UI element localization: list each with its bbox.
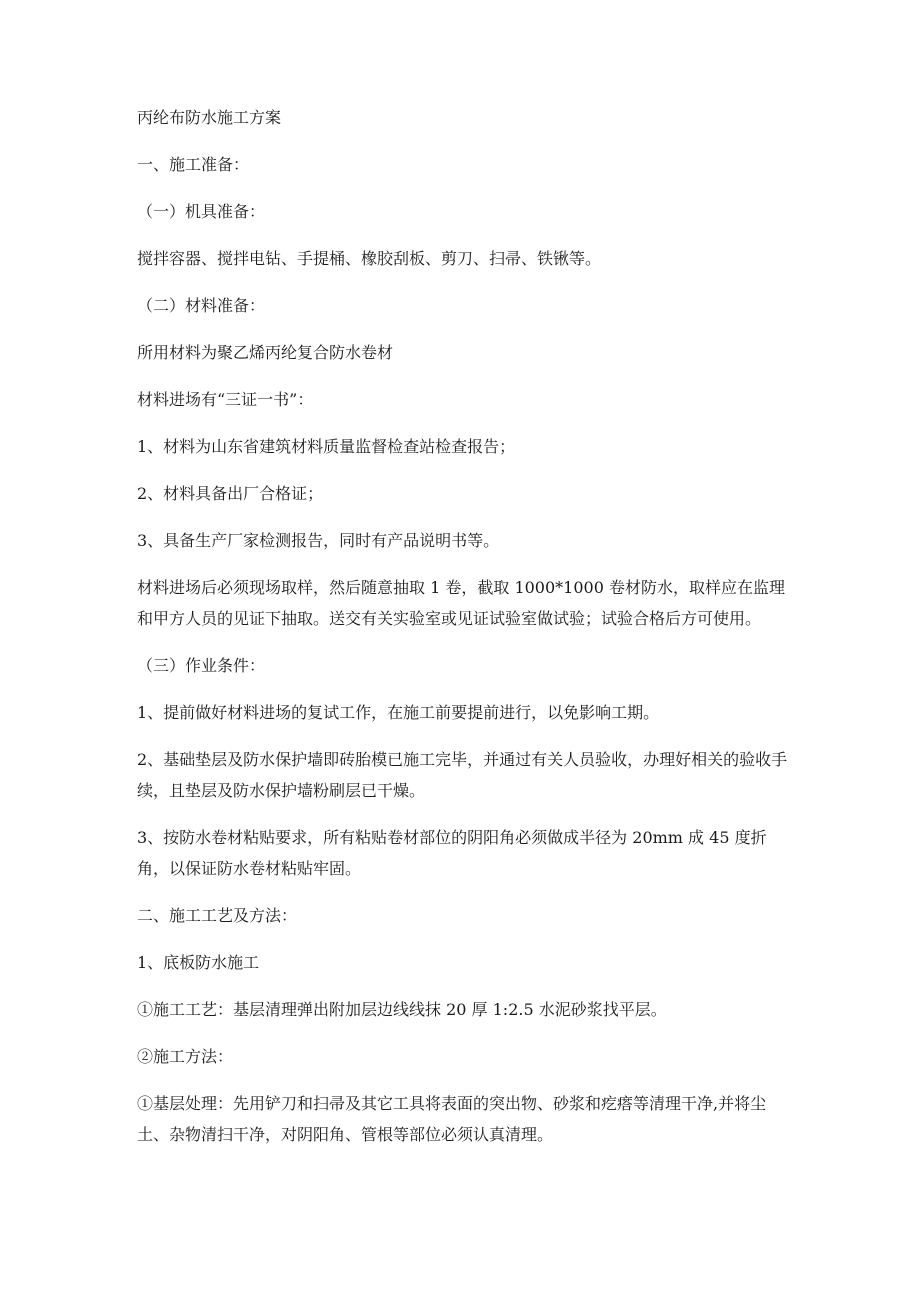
list-item: 1、底板防水施工 (137, 953, 260, 972)
paragraph: ①施工工艺：基层清理弹出附加层边线线抹 20 厚 1:2.5 水泥砂浆找平层。 (137, 1000, 667, 1019)
paragraph: ①基层处理：先用铲刀和扫帚及其它工具将表面的突出物、砂浆和疙瘩等清理干净,并将尘土、杂物清扫干净，对阴阳角、管根等部位必须认真清理。 (137, 1094, 767, 1144)
paragraph: 所用材料为聚乙烯丙纶复合防水卷材 (137, 343, 394, 362)
section-heading-process: 二、施工工艺及方法： (137, 906, 298, 925)
section-heading-preparation: 一、施工准备： (137, 155, 250, 174)
paragraph: 材料进场有“三证一书”： (137, 390, 314, 409)
list-item: 1、提前做好材料进场的复试工作，在施工前要提前进行，以免影响工期。 (137, 703, 660, 722)
document-title: 丙纶布防水施工方案 (137, 108, 282, 127)
list-item: 2、基础垫层及防水保护墙即砖胎模已施工完毕，并通过有关人员验收，办理好相关的验收手续，且垫层及防水保护墙粉刷层已干燥。 (137, 750, 788, 800)
paragraph: ②施工方法： (137, 1047, 234, 1066)
list-item: 3、按防水卷材粘贴要求，所有粘贴卷材部位的阴阳角必须做成半径为 20mm 成 45 度折角，以保证防水卷材粘贴牢固。 (137, 828, 767, 878)
subsection-heading-materials: （二）材料准备： (137, 296, 266, 315)
subsection-heading-conditions: （三）作业条件： (137, 656, 266, 675)
paragraph: 搅拌容器、搅拌电钻、手提桶、橡胶刮板、剪刀、扫帚、铁锹等。 (137, 249, 602, 268)
document-body (137, 102, 797, 1166)
list-item: 3、具备生产厂家检测报告，同时有产品说明书等。 (137, 531, 500, 550)
list-item: 2、材料具备出厂合格证； (137, 484, 324, 503)
list-item: 1、材料为山东省建筑材料质量监督检查站检查报告； (137, 437, 516, 456)
paragraph: 材料进场后必须现场取样，然后随意抽取 1 卷，截取 1000*1000 卷材防水，取样应在监理和甲方人员的见证下抽取。送交有关实验室或见证试验室做试验；试验合格后方可使用。 (137, 578, 785, 628)
subsection-heading-tools: （一）机具准备： (137, 202, 266, 221)
